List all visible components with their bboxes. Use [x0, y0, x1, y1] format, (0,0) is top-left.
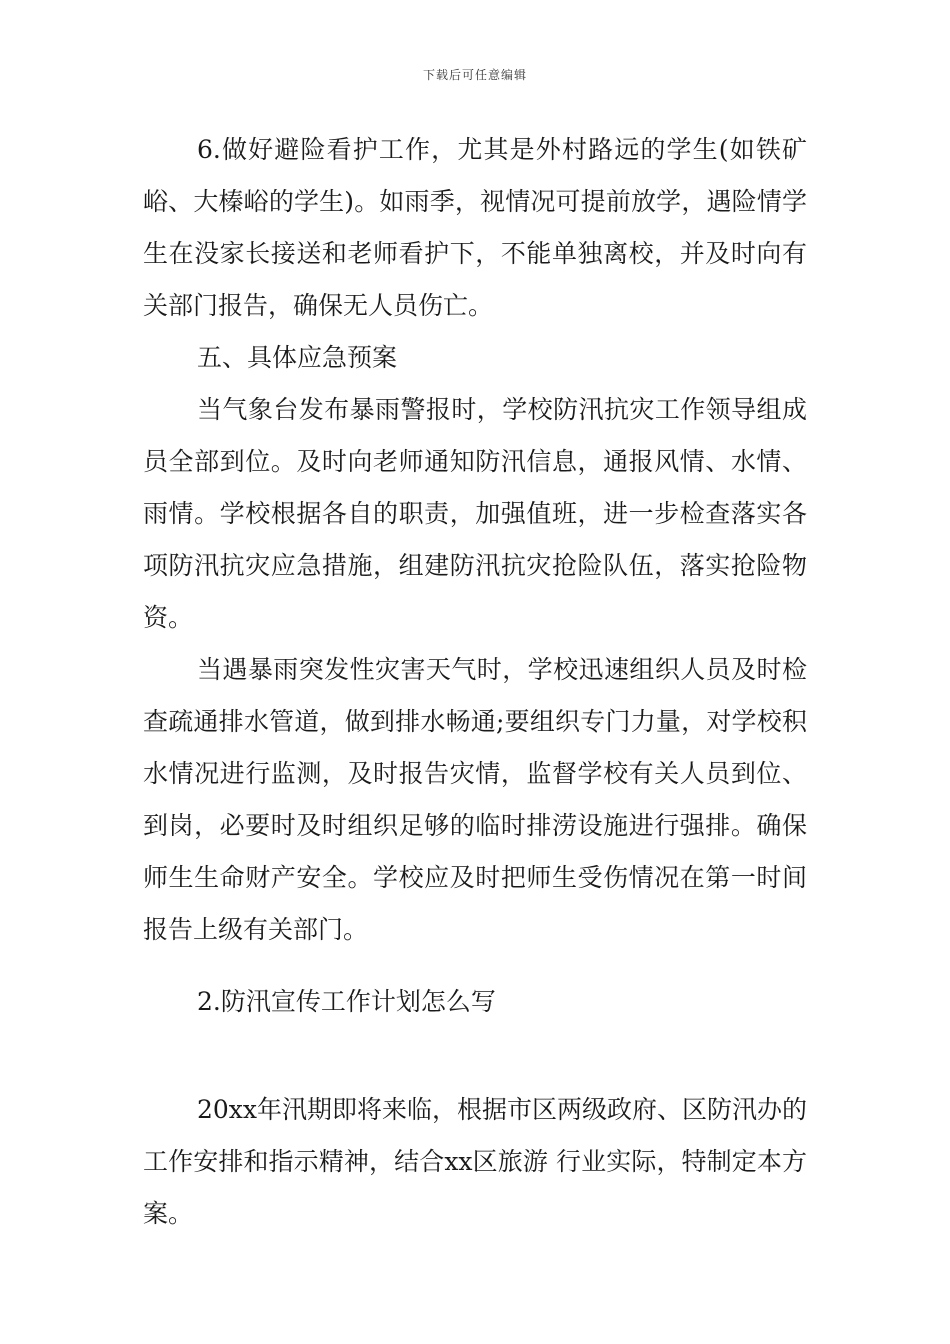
paragraph-storm-warning: 当气象台发布暴雨警报时，学校防汛抗灾工作领导组成员全部到位。及时向老师通知防汛信息，通报风情、水情、雨情。学校根据各自的职责，加强值班，进一步检查落实各项防汛抗灾应急措施，组建防汛抗灾抢险队伍，落实抢险物资。 — [143, 395, 807, 632]
header-note: 下载后可任意编辑 — [422, 68, 527, 82]
section-heading-emergency-plan: 五、具体应急预案 — [197, 343, 398, 372]
paragraph-avoid-danger: 6.做好避险看护工作，尤其是外村路远的学生(如铁矿峪、大榛峪的学生)。如雨季，视情况可提前放学，遇险情学生在没家长接送和老师看护下，不能单独离校，并及时向有关部门报告，确保无人员伤亡。 — [143, 135, 807, 320]
section-title: 2.防汛宣传工作计划怎么写 — [197, 987, 496, 1016]
paragraph-flood-season: 20xx年汛期即将来临，根据市区两级政府、区防汛办的工作安排和指示精神，结合xx区旅游 行业实际，特制定本方案。 — [143, 1095, 808, 1228]
paragraph-sudden-storm: 当遇暴雨突发性灾害天气时，学校迅速组织人员及时检查疏通排水管道，做到排水畅通;要组织专门力量，对学校积水情况进行监测，及时报告灾情，监督学校有关人员到位、到岗，必要时及时组织足够的临时排涝设施进行强排。确保师生生命财产安全。学校应及时把师生受伤情况在第一时间报告上级有关部门。 — [143, 655, 807, 944]
